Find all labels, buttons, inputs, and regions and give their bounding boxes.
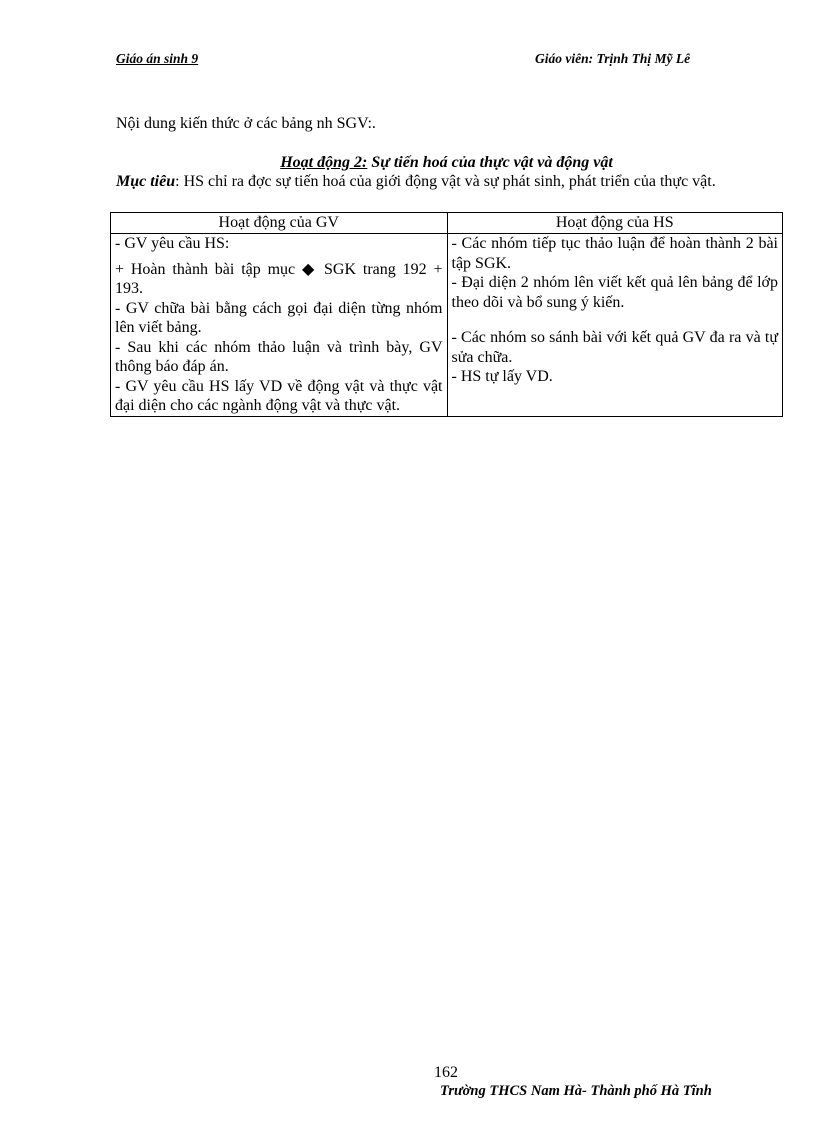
gv-item: - GV yêu cầu HS:	[115, 235, 230, 252]
goal-label: Mục tiêu	[116, 173, 176, 190]
goal-text: : HS chỉ ra đợc sự tiến hoá của giới động vật và sự phát sinh, phát triển của thực vật.	[175, 173, 716, 190]
hs-item: - Các nhóm tiếp tục thảo luận để hoàn thành 2 bài tập SGK.	[451, 235, 778, 272]
page-number: 162	[434, 1064, 458, 1081]
hs-column-header: Hoạt động của HS	[447, 213, 783, 234]
hs-activities-cell	[447, 234, 783, 417]
section-title-text: Sự tiến hoá của thực vật và động vật	[367, 154, 613, 171]
intro-text: Nội dung kiến thức ở các bảng nh SGV:.	[116, 115, 376, 132]
header-left: Giáo án sinh 9	[116, 51, 199, 66]
hs-item: - Các nhóm so sánh bài với kết quả GV đa ra và tự sửa chữa.	[451, 329, 778, 366]
gv-item: - GV yêu cầu HS lấy VD về động vật và thực vật đại diện cho các ngành động vật và thực vật.	[115, 377, 443, 414]
section-title-label: Hoạt động 2:	[280, 154, 368, 171]
gv-item: - Sau khi các nhóm thảo luận và trình bày, GV thông báo đáp án.	[115, 338, 443, 375]
section-title	[110, 154, 783, 172]
gv-column-header: Hoạt động của GV	[111, 213, 448, 234]
gv-item: - GV chữa bài bằng cách gọi đại diện từng nhóm lên viết bảng.	[115, 299, 443, 336]
table-header-row	[111, 213, 783, 234]
activity-table	[110, 212, 783, 417]
hs-item: - Đại diện 2 nhóm lên viết kết quả lên bảng để lớp theo dõi và bổ sung ý kiến.	[451, 274, 778, 311]
table-row	[111, 234, 783, 417]
header-right: Giáo viên: Trịnh Thị Mỹ Lê	[535, 51, 691, 66]
gv-item: + Hoàn thành bài tập mục ◆ SGK trang 192 + 193.	[115, 260, 443, 297]
hs-item: - HS tự lấy VD.	[451, 368, 553, 385]
gv-activities-cell	[111, 234, 448, 417]
footer-school: Trường THCS Nam Hà- Thành phố Hà Tĩnh	[440, 1083, 712, 1099]
goal-paragraph	[116, 172, 783, 191]
